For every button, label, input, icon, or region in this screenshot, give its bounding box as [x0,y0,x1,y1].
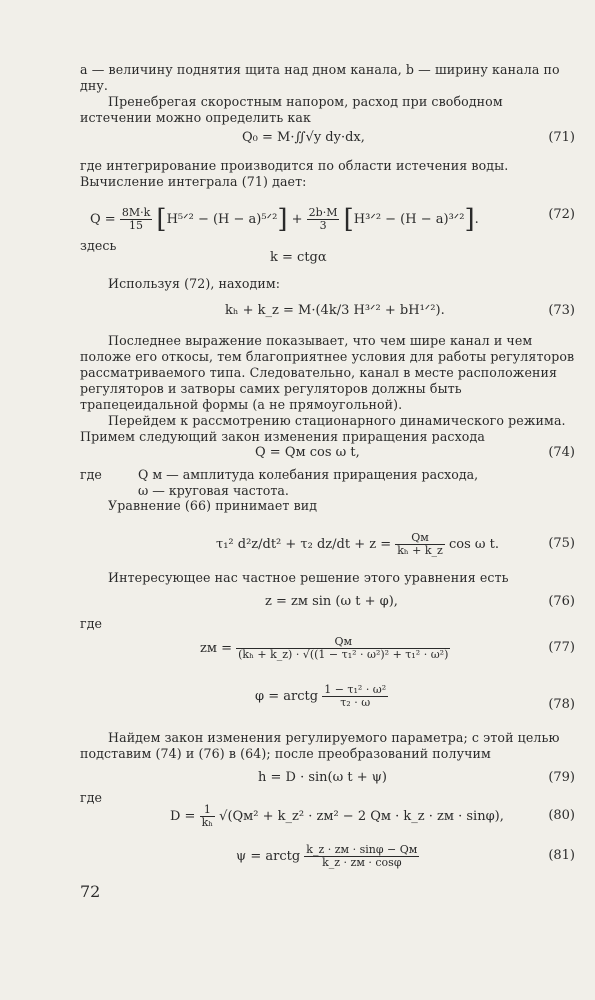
eq77-numerator: Qм [236,636,450,649]
eq80-lhs: D = [170,809,196,824]
equation-73: kₕ + k_z = M·(4k/3 H³ᐟ² + bH¹ᐟ²). [225,303,445,318]
definition-q-amplitude: Q м — амплитуда колебания приращения расхода, [138,467,479,482]
eq75-numerator: Qм [395,532,445,545]
equation-78 [255,684,388,709]
equation-number-80: (80) [548,808,575,823]
equation-75 [216,532,499,557]
where-label-1: где [80,467,102,482]
eq78-fraction [322,684,388,709]
paragraph-9: Уравнение (66) принимает вид [108,498,318,513]
equation-71: Q₀ = M·∬√y dy·dx, [242,130,365,145]
equation-80 [170,804,504,829]
paragraph-3: где интегрирование производится по области истечения воды. Вычисление интеграла (71) дает: [80,158,509,189]
eq81-fraction [304,844,419,869]
equation-number-72: (72) [548,207,575,222]
paragraph-1: a — величину поднятия щита над дном канала, b — ширину канала по дну. [80,62,560,93]
eq72-lhs: Q = [90,212,116,227]
equation-number-75: (75) [548,536,575,551]
eq81-denominator: k_z · zм · cosφ [322,856,402,869]
definitions-list [80,467,576,498]
eq72-fraction-2-denominator: 3 [319,219,327,232]
definition-omega: ω — круговая частота. [138,483,289,498]
equation-number-79: (79) [548,770,575,785]
equation-77 [200,636,450,661]
eq72-fraction-1 [120,207,152,232]
eq77-fraction [236,636,450,661]
eq72-bracket-2: H³ᐟ² − (H − a)³ᐟ² [353,212,465,227]
page-number: 72 [80,882,101,901]
eq75-rhs: cos ω t. [448,537,499,552]
eq77-denominator: (kₕ + k_z) · √((1 − τ₁² · ω²)² + τ₁² · ω²) [238,648,449,661]
eq75-lhs: τ₁² d²z/dt² + τ₂ dz/dt + z = [216,537,392,552]
equation-number-78: (78) [548,697,575,712]
paragraph-7: Перейдем к рассмотрению стационарного динамического режима. Примем следующий закон изменения приращения расхода [80,413,566,444]
equation-number-74: (74) [548,445,575,460]
eq81-lhs: ψ = arctg [236,849,301,864]
eq80-numerator: 1 [200,804,215,817]
eq72-plus: + [291,212,303,227]
eq72-bracket-1: H⁵ᐟ² − (H − a)⁵ᐟ² [166,212,278,227]
equation-number-71: (71) [548,130,575,145]
eq75-fraction [395,532,445,557]
eq80-denominator: kₕ [201,816,214,829]
equation-number-76: (76) [548,594,575,609]
eq78-numerator: 1 − τ₁² · ω² [324,683,387,696]
paragraph-13: где [80,790,103,805]
paragraph-12: Найдем закон изменения регулируемого параметра; с этой целью подставим (74) и (76) в (64); после преобразований получим [80,730,560,761]
equation-number-81: (81) [548,848,575,863]
equation-number-73: (73) [548,303,575,318]
equation-72: Q = $\frac{8M\cdot k}{15}$ [H⁵ᐟ² − (H − a)⁵ᐟ²] + $\frac{2b\cdot M}{3}$ [H³ᐟ² − (H − a)³ᐟ²]. [90,204,479,235]
eq72-fraction-2-numerator: 2b·M [308,206,338,219]
eq81-numerator: k_z · zм · sinφ − Qм [306,843,418,856]
eq72-fraction-1-numerator: 8M·k [121,206,151,219]
eq72-fraction-1-denominator: 15 [129,219,144,232]
paragraph-10: Интересующее нас частное решение этого уравнения есть [108,570,509,585]
paragraph-5: Используя (72), находим: [108,276,281,291]
eq77-lhs: zм = [200,641,232,656]
paragraph-11: где [80,616,103,631]
equation-79: h = D · sin(ω t + ψ) [258,770,388,785]
eq75-denominator: kₕ + k_z [397,544,443,557]
paragraph-4: здесь [80,238,117,253]
paragraph-2: Пренебрегая скоростным напором, расход при свободном истечении можно определить как [80,94,503,125]
eq80-fraction [200,804,215,829]
eq72-fraction-2 [307,207,340,232]
paragraph-6: Последнее выражение показывает, что чем шире канал и чем положе его откосы, тем благоприятнее условия для работы регуляторов рассматриваемого типа. Следовательно, канал в месте расположения регуляторов и затворы самих регуляторов должны быть трапецеидальной формы (а не прямоугольной). [80,333,575,412]
eq80-rhs: √(Qм² + k_z² · zм² − 2 Qм · k_z · zм · sinφ), [219,809,504,824]
eq78-lhs: φ = arctg [255,689,319,704]
equation-k: k = ctgα [270,250,327,265]
equation-74: Q = Qм cos ω t, [255,445,360,460]
eq78-denominator: τ₂ · ω [340,696,371,709]
equation-81 [236,844,419,869]
equation-number-77: (77) [548,640,575,655]
equation-76: z = zм sin (ω t + φ), [265,594,398,609]
